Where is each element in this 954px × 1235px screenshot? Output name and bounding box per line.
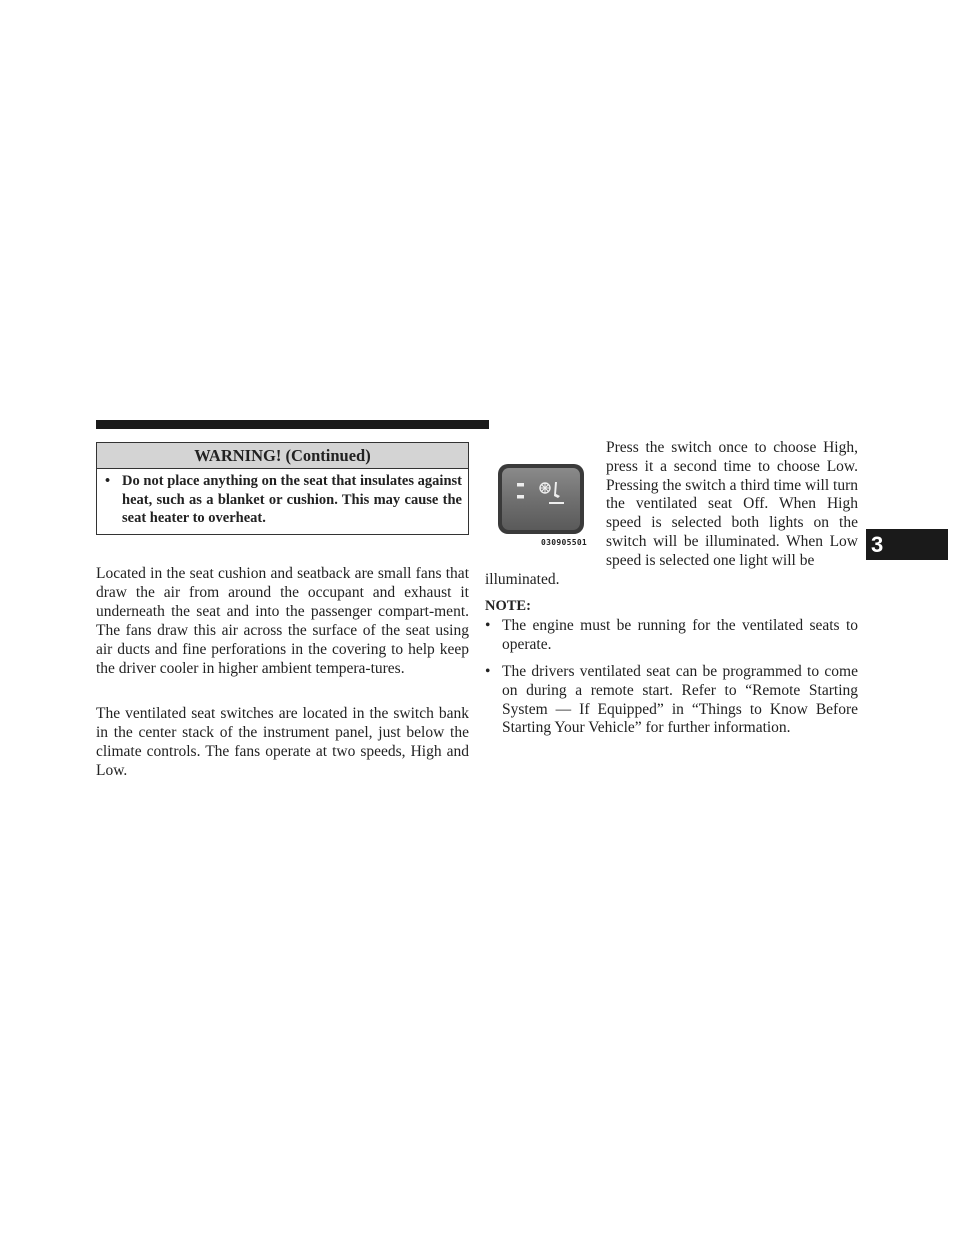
body-paragraph-switch-location (96, 704, 469, 780)
switch-operation-text-cont: illuminated. (485, 571, 560, 588)
note-label: NOTE: (485, 598, 531, 614)
warning-box (96, 442, 469, 535)
chapter-tab (866, 529, 948, 560)
chapter-number: 3 (871, 532, 884, 557)
paragraph-text: The ventilated seat switches are located in the switch bank in the center stack of the instrument panel, just below the climate controls. The fans operate at two speeds, High and Low. (96, 705, 469, 779)
bullet-icon: • (485, 617, 491, 634)
warning-item-text: Do not place anything on the seat that insulates against heat, such as a blanket or cushion. This may cause the seat heater to overheat. (122, 473, 462, 526)
switch-operation-text: Press the switch once to choose High, press it a second time to choose Low. Pressing the switch a third time will turn the ventilated seat Off. When High speed is selected both lights on the switch will be illuminated. When Low speed is selected one light will be (606, 439, 858, 569)
note-item-text: The engine must be running for the ventilated seats to operate. (502, 617, 858, 653)
warning-item (97, 469, 468, 534)
figure-code: 030905501 (541, 538, 588, 547)
bullet-icon: • (485, 663, 491, 680)
body-paragraph-fans (96, 564, 469, 678)
section-rule (96, 420, 489, 429)
bullet-icon: • (105, 473, 111, 489)
warning-heading: WARNING! (Continued) (97, 443, 468, 469)
note-item-text: The drivers ventilated seat can be programmed to come on during a remote start. Refer to “Remote Starting System — If Equipped” in “Things to Know Before Starting Your Vehicle” for further information. (502, 663, 858, 737)
note-item (485, 617, 858, 655)
note-item (485, 663, 858, 738)
paragraph-text: Located in the seat cushion and seatback are small fans that draw the air from around the occupant and exhaust it underneath the seat and into the passenger compart-ment. The fans draw this air across the surface of the seat using air ducts and fine perforations in the covering to help keep the driver cooler in higher ambient tempera-tures. (96, 565, 469, 677)
